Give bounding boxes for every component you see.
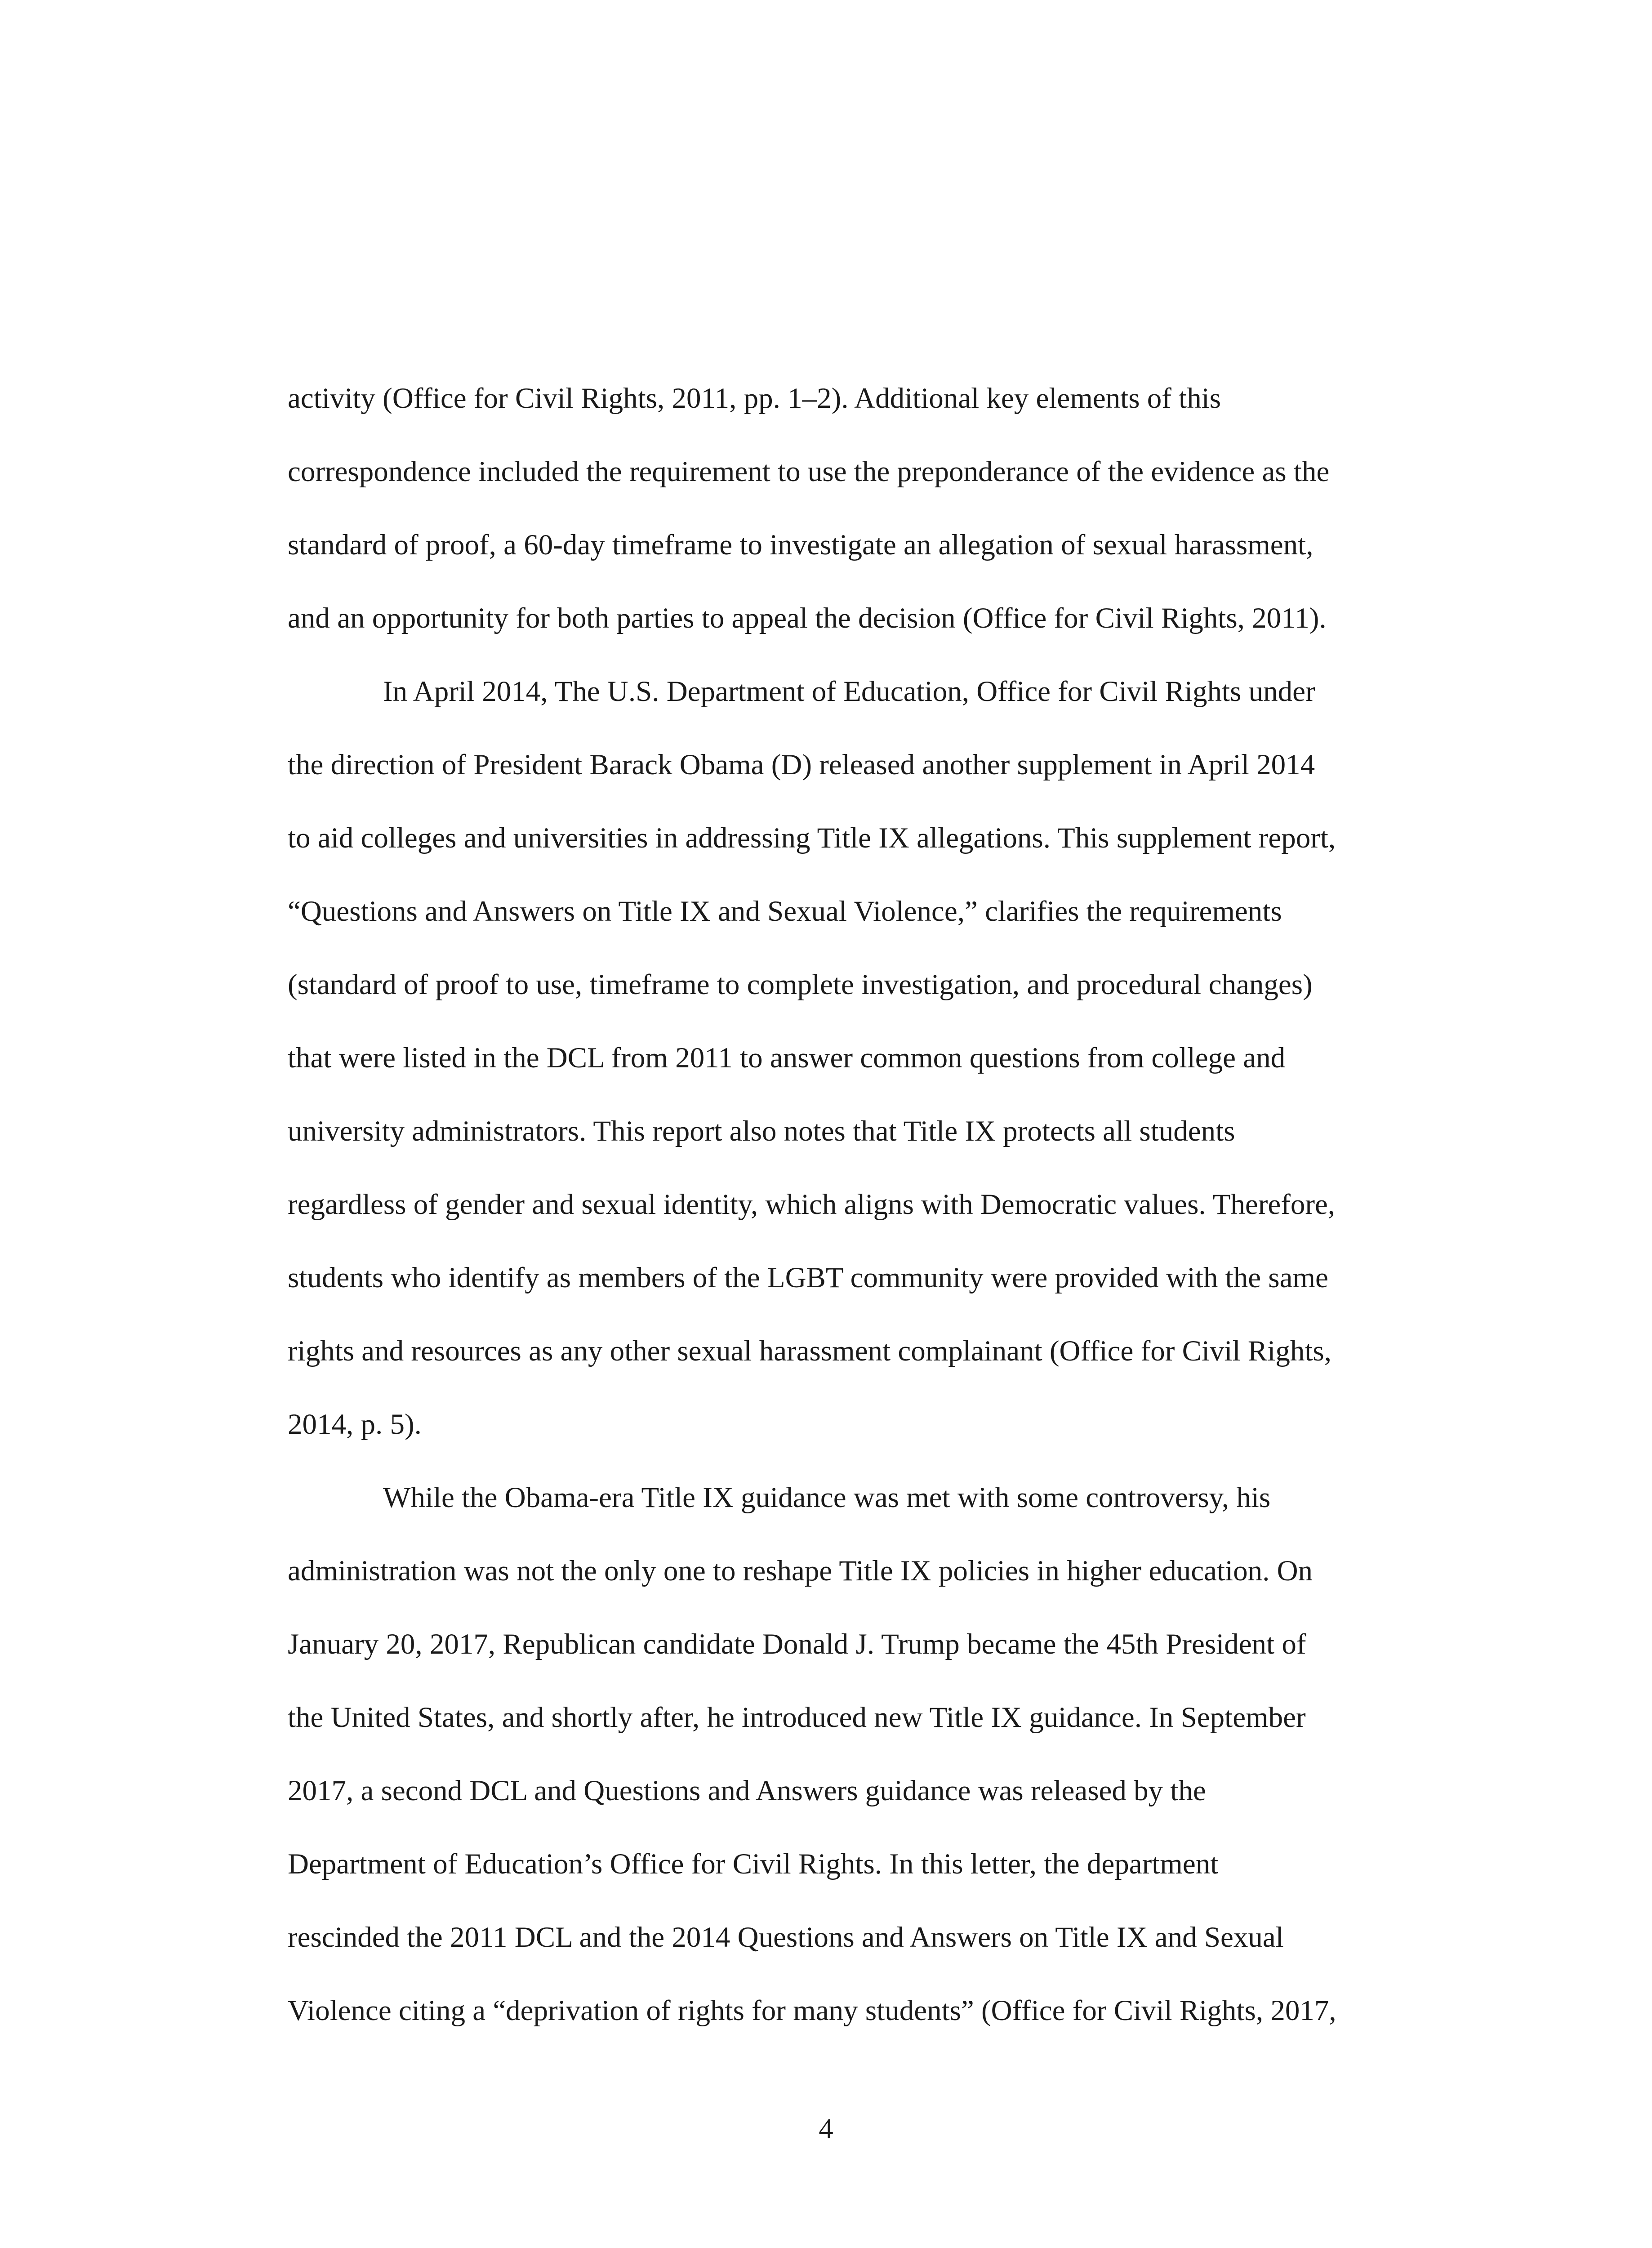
text-line: Department of Education’s Office for Civil Rights. In this letter, the department — [288, 1848, 1219, 1880]
text-line: students who identify as members of the LGBT community were provided with the same — [288, 1262, 1328, 1294]
text-line: rescinded the 2011 DCL and the 2014 Questions and Answers on Title IX and Sexual — [288, 1921, 1284, 1954]
text-line: correspondence included the requirement to use the preponderance of the evidence as the — [288, 455, 1330, 488]
text-line: to aid colleges and universities in addressing Title IX allegations. This supplement report, — [288, 822, 1336, 854]
text-line: activity (Office for Civil Rights, 2011, pp. 1–2). Additional key elements of this — [288, 382, 1221, 415]
text-line: administration was not the only one to reshape Title IX policies in higher education. On — [288, 1555, 1313, 1587]
text-line: and an opportunity for both parties to appeal the decision (Office for Civil Rights, 2011). — [288, 602, 1327, 634]
page-number: 4 — [819, 2113, 833, 2145]
text-line: the direction of President Barack Obama (D) released another supplement in April 2014 — [288, 749, 1315, 781]
text-line: the United States, and shortly after, he introduced new Title IX guidance. In September — [288, 1701, 1306, 1734]
text-line: January 20, 2017, Republican candidate Donald J. Trump became the 45th President of — [288, 1628, 1306, 1660]
text-line: 2014, p. 5). — [288, 1408, 422, 1441]
text-line: university administrators. This report also notes that Title IX protects all students — [288, 1115, 1235, 1147]
text-line: that were listed in the DCL from 2011 to answer common questions from college and — [288, 1042, 1286, 1074]
text-line: “Questions and Answers on Title IX and Sexual Violence,” clarifies the requirements — [288, 895, 1282, 928]
text-line: rights and resources as any other sexual harassment complainant (Office for Civil Rights, — [288, 1335, 1331, 1367]
text-line: (standard of proof to use, timeframe to complete investigation, and procedural changes) — [288, 968, 1313, 1001]
text-line: standard of proof, a 60-day timeframe to investigate an allegation of sexual harassment, — [288, 529, 1314, 561]
text-line: regardless of gender and sexual identity, which aligns with Democratic values. Therefore, — [288, 1188, 1336, 1221]
paragraph-start-line: In April 2014, The U.S. Department of Education, Office for Civil Rights under — [383, 675, 1315, 708]
text-line: 2017, a second DCL and Questions and Answers guidance was released by the — [288, 1775, 1206, 1807]
text-line: Violence citing a “deprivation of rights for many students” (Office for Civil Rights, 2017, — [288, 1994, 1336, 2027]
paragraph-start-line: While the Obama-era Title IX guidance was met with some controversy, his — [383, 1481, 1271, 1514]
body-text — [288, 362, 1438, 2047]
